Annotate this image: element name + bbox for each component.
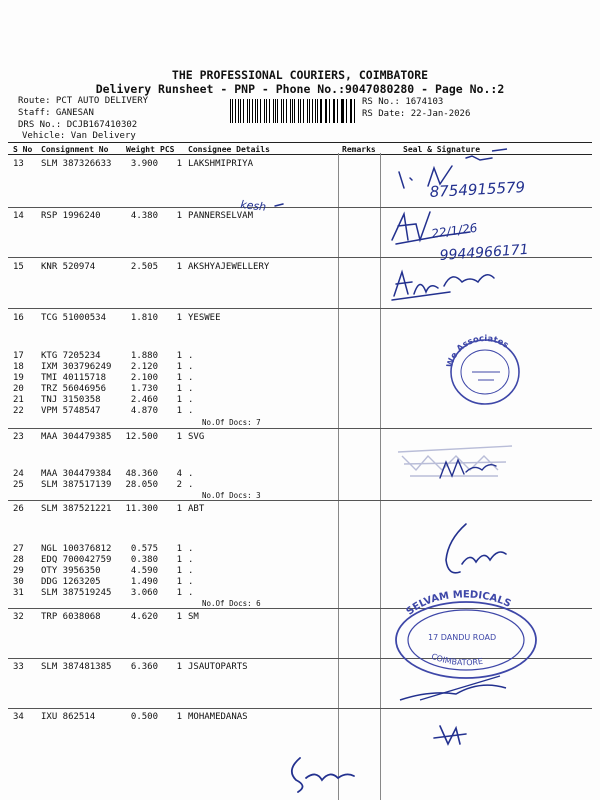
row-pcs: 1 — [176, 577, 182, 587]
row-pcs: 1 — [176, 712, 182, 722]
row-pcs: 1 — [176, 159, 182, 169]
group-rule — [8, 308, 592, 309]
svg-text:9944966171: 9944966171 — [439, 241, 530, 264]
row-sno: 21 — [13, 395, 24, 405]
table-row — [0, 662, 600, 675]
row-pcs: 1 — [176, 313, 182, 323]
row-weight: 2.120 — [130, 362, 158, 372]
row-consignee: . — [188, 395, 194, 405]
row-consignment: TCG 51000534 — [41, 313, 107, 323]
row-weight: 0.380 — [130, 555, 158, 565]
row-consignee: . — [188, 373, 194, 383]
table-row — [0, 588, 600, 601]
row-consignee: . — [188, 544, 194, 554]
col-remarks: Remarks — [342, 145, 376, 154]
row-sno: 26 — [13, 504, 24, 514]
row-pcs: 1 — [176, 662, 182, 672]
row-consignee: SVG — [188, 432, 205, 442]
route-label: Route: PCT AUTO DELIVERY — [18, 96, 149, 106]
row-consignee: . — [188, 406, 194, 416]
row-consignment: DDG 1263205 — [41, 577, 101, 587]
row-pcs: 1 — [176, 384, 182, 394]
row-sno: 24 — [13, 469, 24, 479]
row-consignment: NGL 100376812 — [41, 544, 112, 554]
col-sno: S No — [13, 145, 33, 154]
row-consignee: AKSHYAJEWELLERY — [188, 262, 270, 272]
row-pcs: 1 — [176, 555, 182, 565]
docs-count-note: No.Of Docs: 3 — [202, 491, 261, 500]
row-pcs: 1 — [176, 373, 182, 383]
svg-text:17 DANDU ROAD: 17 DANDU ROAD — [428, 633, 497, 642]
row-sno: 34 — [13, 712, 24, 722]
row-pcs: 1 — [176, 406, 182, 416]
row-sno: 22 — [13, 406, 24, 416]
row-consignee: ABT — [188, 504, 205, 514]
row-consignee: . — [188, 577, 194, 587]
row-consignee: . — [188, 566, 194, 576]
header-pen-mark — [492, 149, 507, 151]
table-row — [0, 612, 600, 625]
row-consignee: . — [188, 555, 194, 565]
row-sno: 27 — [13, 544, 24, 554]
row-consignment: VPM 5748547 — [41, 406, 101, 416]
row-weight: 0.500 — [130, 712, 158, 722]
row-consignment: KTG 7205234 — [41, 351, 101, 361]
row-consignment: TMI 40115718 — [41, 373, 107, 383]
table-head-rule — [8, 154, 592, 155]
col-weight: Weight — [126, 145, 155, 154]
table-row — [0, 432, 600, 445]
row-weight: 1.490 — [130, 577, 158, 587]
svg-text:22/1/26: 22/1/26 — [430, 220, 479, 241]
table-row — [0, 262, 600, 275]
group-rule — [8, 708, 592, 709]
row-weight: 2.460 — [130, 395, 158, 405]
row-consignee: . — [188, 351, 194, 361]
row-consignee: YESWEE — [188, 313, 221, 323]
row-sno: 23 — [13, 432, 24, 442]
table-row — [0, 406, 600, 419]
oval-stamp-row-32 — [396, 589, 536, 700]
group-rule — [8, 257, 592, 258]
row-weight: 1.880 — [130, 351, 158, 361]
staff-label: Staff: GANESAN — [18, 108, 94, 118]
company-name: THE PROFESSIONAL COURIERS, COIMBATORE — [171, 68, 429, 82]
row-consignee: . — [188, 588, 194, 598]
signature-footer — [292, 758, 354, 792]
svg-text:SELVAM MEDICALS: SELVAM MEDICALS — [404, 589, 513, 618]
signature-row-34 — [434, 726, 466, 744]
table-row — [0, 211, 600, 224]
group-rule — [8, 658, 592, 659]
row-pcs: 1 — [176, 504, 182, 514]
row-pcs: 1 — [176, 432, 182, 442]
row-sno: 29 — [13, 566, 24, 576]
row-consignment: MAA 304479384 — [41, 469, 112, 479]
row-weight: 48.360 — [125, 469, 158, 479]
row-weight: 12.500 — [125, 432, 158, 442]
row-sno: 32 — [13, 612, 24, 622]
row-weight: 3.900 — [130, 159, 158, 169]
row-weight: 1.810 — [130, 313, 158, 323]
row-sno: 25 — [13, 480, 24, 490]
row-sno: 30 — [13, 577, 24, 587]
row-weight: 3.060 — [130, 588, 158, 598]
row-weight: 4.380 — [130, 211, 158, 221]
vehicle-label: Vehicle: Van Delivery — [22, 131, 136, 141]
row-sno: 14 — [13, 211, 24, 221]
row-weight: 1.730 — [130, 384, 158, 394]
row-pcs: 4 — [176, 469, 182, 479]
row-sno: 16 — [13, 313, 24, 323]
rs-date: RS Date: 22-Jan-2026 — [362, 109, 471, 119]
docs-count-note: No.Of Docs: 7 — [202, 418, 261, 427]
table-row — [0, 504, 600, 517]
table-row — [0, 159, 600, 172]
row-consignment: SLM 387519245 — [41, 588, 112, 598]
table-top-rule — [8, 142, 592, 143]
row-consignee: . — [188, 469, 194, 479]
row-consignment: TRZ 56046956 — [41, 384, 107, 394]
rs-number: RS No.: 1674103 — [362, 97, 444, 107]
row-consignment: RSP 1996240 — [41, 211, 101, 221]
row-pcs: 1 — [176, 362, 182, 372]
row-weight: 2.505 — [130, 262, 158, 272]
row-consignment: IXU 862514 — [41, 712, 96, 722]
table-row — [0, 313, 600, 326]
row-weight: 28.050 — [125, 480, 158, 490]
row-sno: 15 — [13, 262, 24, 272]
row-consignment: TNJ 3150358 — [41, 395, 101, 405]
col-pcs: PCS — [160, 145, 175, 154]
col-seal-signature: Seal & Signature — [403, 145, 481, 154]
row-sno: 13 — [13, 159, 24, 169]
row-consignment: KNR 520974 — [41, 262, 96, 272]
row-consignee: . — [188, 362, 194, 372]
runsheet-title: Delivery Runsheet - PNP - Phone No.:9047080280 - Page No.:2 — [95, 82, 505, 96]
row-pcs: 1 — [176, 566, 182, 576]
row-weight: 11.300 — [125, 504, 158, 514]
row-consignment: IXM 303796249 — [41, 362, 112, 372]
row-consignment: TRP 6038068 — [41, 612, 101, 622]
group-rule — [8, 207, 592, 208]
row-consignee: SM — [188, 612, 199, 622]
svg-text:We Associates: We Associates — [445, 334, 511, 369]
row-pcs: 1 — [176, 351, 182, 361]
row-consignment: SLM 387521221 — [41, 504, 112, 514]
row-consignee: . — [188, 480, 194, 490]
row-sno: 19 — [13, 373, 24, 383]
row-consignment: MAA 304479385 — [41, 432, 112, 442]
row-sno: 20 — [13, 384, 24, 394]
row-consignee: LAKSHMIPRIYA — [188, 159, 254, 169]
svg-text:kesh: kesh — [239, 198, 267, 214]
svg-text:8754915579: 8754915579 — [429, 178, 526, 201]
row-consignment: EDQ 700042759 — [41, 555, 112, 565]
row-consignee: JSAUTOPARTS — [188, 662, 248, 672]
barcode — [230, 99, 358, 123]
row-consignment: SLM 387481385 — [41, 662, 112, 672]
row-sno: 18 — [13, 362, 24, 372]
col-consignment: Consignment No — [41, 145, 109, 154]
row-sno: 33 — [13, 662, 24, 672]
row-sno: 31 — [13, 588, 24, 598]
row-sno: 17 — [13, 351, 24, 361]
row-weight: 6.360 — [130, 662, 158, 672]
row-consignment: OTY 3956350 — [41, 566, 101, 576]
row-weight: 4.870 — [130, 406, 158, 416]
row-consignment: SLM 387326633 — [41, 159, 112, 169]
group-rule — [8, 608, 592, 609]
row-pcs: 2 — [176, 480, 182, 490]
table-row — [0, 712, 600, 725]
row-consignee: MOHAMEDANAS — [188, 712, 248, 722]
row-weight: 4.590 — [130, 566, 158, 576]
row-pcs: 1 — [176, 612, 182, 622]
row-pcs: 1 — [176, 211, 182, 221]
row-consignee: PANNERSELVAM — [188, 211, 254, 221]
svg-text:COIMBATORE: COIMBATORE — [430, 651, 484, 668]
row-consignee: . — [188, 384, 194, 394]
drs-number: DRS No.: DCJB167410302 — [18, 120, 138, 130]
row-weight: 0.575 — [130, 544, 158, 554]
row-pcs: 1 — [176, 544, 182, 554]
row-weight: 4.620 — [130, 612, 158, 622]
group-rule — [8, 428, 592, 429]
docs-count-note: No.Of Docs: 6 — [202, 599, 261, 608]
group-rule — [8, 500, 592, 501]
col-consignee: Consignee Details — [188, 145, 270, 154]
table-row — [0, 480, 600, 493]
row-weight: 2.100 — [130, 373, 158, 383]
signature-row-15 — [392, 272, 494, 300]
row-pcs: 1 — [176, 395, 182, 405]
row-consignment: SLM 387517139 — [41, 480, 112, 490]
row-pcs: 1 — [176, 588, 182, 598]
row-sno: 28 — [13, 555, 24, 565]
row-pcs: 1 — [176, 262, 182, 272]
